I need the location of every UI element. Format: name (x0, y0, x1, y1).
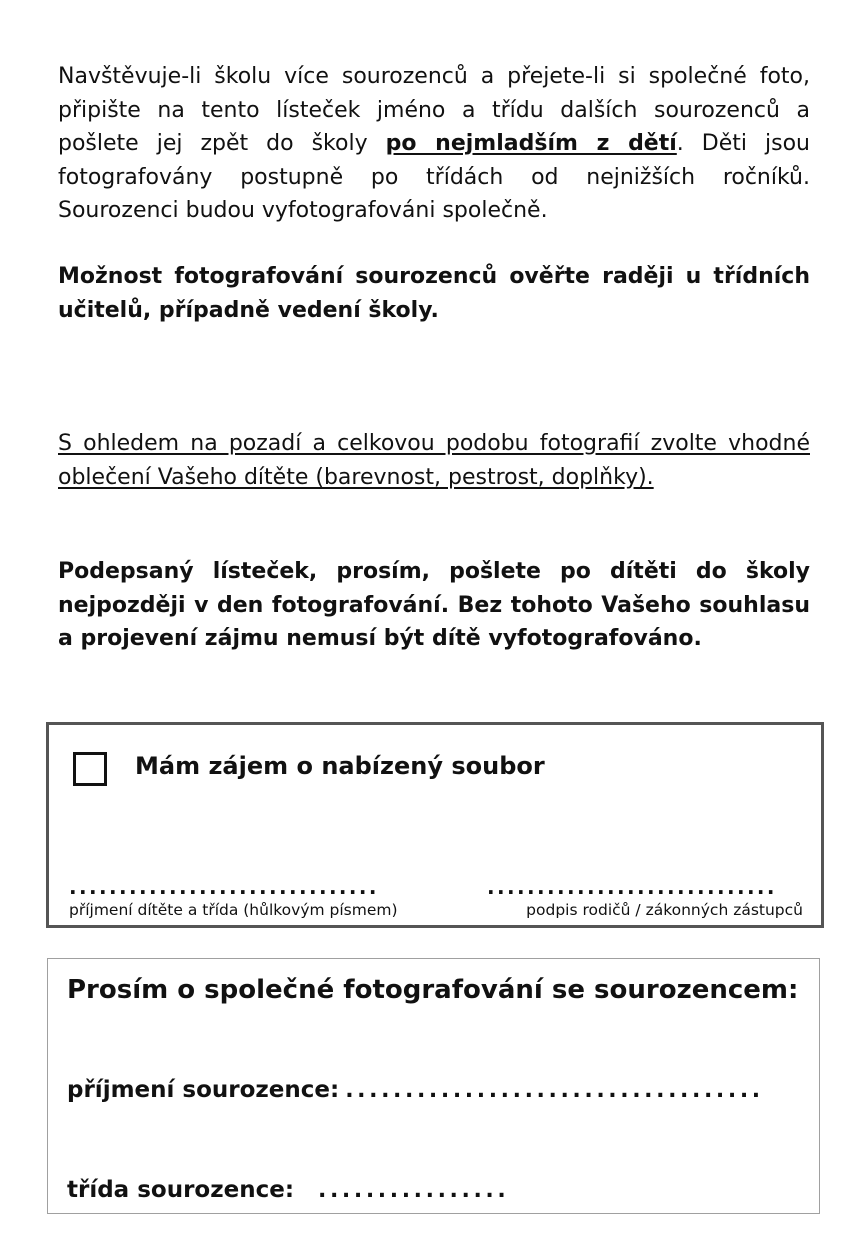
sibling-surname-row (67, 1075, 764, 1106)
interest-checkbox[interactable] (73, 752, 107, 786)
intro-paragraph-siblings (58, 60, 810, 228)
interest-form-box (46, 722, 824, 928)
child-name-caption: příjmení dítěte a třída (hůlkovým písmem) (69, 901, 398, 919)
sibling-class-row (67, 1175, 509, 1206)
intro-text-start: Navštěvuje-li školu více sourozenců a přejete-li si společné foto, připište na tento lísteček jméno a třídu dalších sourozenců a pošlete jej zpět do školy (58, 64, 810, 156)
intro-text-end: . Děti jsou fotografovány postupně po třídách od nejnižších ročníků. Sourozenci budou vyfotografováni společně. (58, 131, 811, 223)
sibling-form-box (47, 958, 820, 1214)
sibling-form-title: Prosím o společné fotografování se sourozencem: (67, 975, 799, 1005)
verify-note: Možnost fotografování sourozenců ověřte raději u třídních učitelů, případně vedení školy. (58, 264, 810, 323)
sibling-surname-field[interactable]: ................................... (345, 1078, 764, 1103)
sibling-class-label: třída sourozence: (67, 1177, 295, 1203)
sibling-surname-label: příjmení sourozence: (67, 1077, 340, 1103)
clothing-note: S ohledem na pozadí a celkovou podobu fotografií zvolte vhodné oblečení Vašeho dítěte (barevnost, pestrost, doplňky). (58, 431, 810, 490)
sibling-class-field[interactable]: ................ (318, 1178, 510, 1203)
signed-slip-note: Podepsaný lísteček, prosím, pošlete po dítěti do školy nejpozději v den fotografování. Bez tohoto Vašeho souhlasu a projevení zájmu nemusí být dítě vyfotografováno. (58, 559, 810, 651)
parent-signature-field[interactable]: ............................. (487, 875, 777, 899)
child-name-field[interactable]: ............................... (69, 875, 379, 899)
interest-checkbox-label: Mám zájem o nabízený soubor (135, 752, 545, 780)
parent-signature-caption: podpis rodičů / zákonných zástupců (526, 901, 803, 919)
youngest-child-emphasis: po nejmladším z dětí (385, 131, 677, 156)
